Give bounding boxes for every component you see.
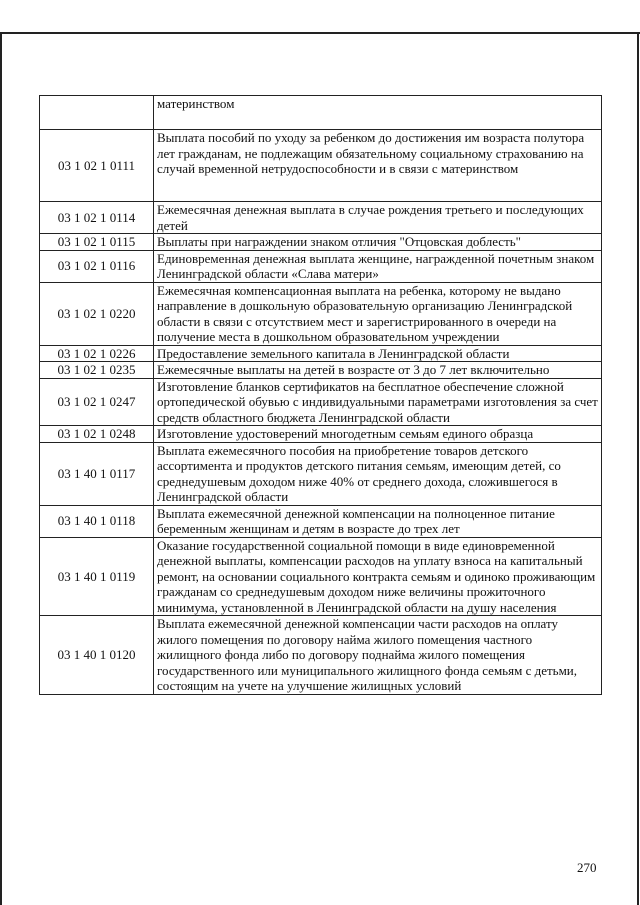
row-description: Ежемесячная денежная выплата в случае рождения третьего и последующих детей bbox=[154, 202, 602, 234]
budget-codes-table bbox=[39, 95, 602, 695]
table-row bbox=[40, 537, 602, 616]
row-code: 03 1 02 1 0116 bbox=[40, 250, 154, 282]
row-code: 03 1 02 1 0111 bbox=[40, 130, 154, 202]
row-code: 03 1 02 1 0235 bbox=[40, 362, 154, 379]
table-row bbox=[40, 442, 602, 505]
row-code: 03 1 40 1 0118 bbox=[40, 505, 154, 537]
row-description: Ежемесячные выплаты на детей в возрасте от 3 до 7 лет включительно bbox=[154, 362, 602, 379]
table-row bbox=[40, 250, 602, 282]
table-row bbox=[40, 505, 602, 537]
row-description: Выплаты при награждении знаком отличия "Отцовская доблесть" bbox=[154, 234, 602, 251]
table-row bbox=[40, 362, 602, 379]
row-description: Выплата ежемесячной денежной компенсации на полноценное питание беременным женщинам и детям в возрасте до трех лет bbox=[154, 505, 602, 537]
table-row bbox=[40, 345, 602, 362]
scan-border-left bbox=[0, 32, 2, 905]
row-description: Ежемесячная компенсационная выплата на ребенка, которому не выдано направление в дошкольную образовательную организацию Ленинградской области в связи с отсутствием мест и зарегистрированного в очереди на получение места в дошкольном образовательном учреждении bbox=[154, 282, 602, 345]
row-code: 03 1 02 1 0220 bbox=[40, 282, 154, 345]
row-code: 03 1 40 1 0120 bbox=[40, 616, 154, 695]
table-row bbox=[40, 130, 602, 202]
row-description: Изготовление удостоверений многодетным семьям единого образца bbox=[154, 426, 602, 443]
row-code: 03 1 02 1 0115 bbox=[40, 234, 154, 251]
row-code: 03 1 40 1 0117 bbox=[40, 442, 154, 505]
table-row bbox=[40, 426, 602, 443]
page-number: 270 bbox=[577, 860, 597, 875]
row-code: 03 1 02 1 0247 bbox=[40, 378, 154, 426]
row-description: материнством bbox=[154, 96, 602, 130]
scan-border-right bbox=[637, 32, 639, 905]
row-description: Изготовление бланков сертификатов на бесплатное обеспечение сложной ортопедической обувью с индивидуальными параметрами изготовления за счет средств областного бюджета Ленинградской области bbox=[154, 378, 602, 426]
table-row bbox=[40, 378, 602, 426]
table-row bbox=[40, 234, 602, 251]
row-description: Выплата пособий по уходу за ребенком до достижения им возраста полутора лет гражданам, не подлежащим обязательному социальному страхованию на случай временной нетрудоспособности и в связи с материнством bbox=[154, 130, 602, 202]
row-code: 03 1 02 1 0114 bbox=[40, 202, 154, 234]
table-row bbox=[40, 616, 602, 695]
row-description: Выплата ежемесячной денежной компенсации части расходов на оплату жилого помещения по договору найма жилого помещения частного жилищного фонда либо по договору поднайма жилого помещения государственного или муниципального жилищного фонда семьям с детьми, состоящим на учете на улучшение жилищных условий bbox=[154, 616, 602, 695]
scan-border-top bbox=[0, 32, 640, 34]
row-code: 03 1 02 1 0248 bbox=[40, 426, 154, 443]
row-description: Оказание государственной социальной помощи в виде единовременной денежной выплаты, компенсации расходов на уплату взноса на капитальный ремонт, на основании социального контракта семьям и одиноко проживающим гражданам со среднедушевым доходом ниже величины прожиточного минимума, установленной в Ленинградской области на душу населения bbox=[154, 537, 602, 616]
row-code: 03 1 40 1 0119 bbox=[40, 537, 154, 616]
row-description: Предоставление земельного капитала в Ленинградской области bbox=[154, 345, 602, 362]
row-description: Выплата ежемесячного пособия на приобретение товаров детского ассортимента и продуктов детского питания семьям, имеющим детей, со среднедушевым доходом ниже 40% от среднего дохода, сложившегося в Ленинградской области bbox=[154, 442, 602, 505]
row-description: Единовременная денежная выплата женщине, награжденной почетным знаком Ленинградской области «Слава матери» bbox=[154, 250, 602, 282]
row-code: 03 1 02 1 0226 bbox=[40, 345, 154, 362]
table-row bbox=[40, 202, 602, 234]
table-row bbox=[40, 96, 602, 130]
row-code bbox=[40, 96, 154, 130]
table-row bbox=[40, 282, 602, 345]
